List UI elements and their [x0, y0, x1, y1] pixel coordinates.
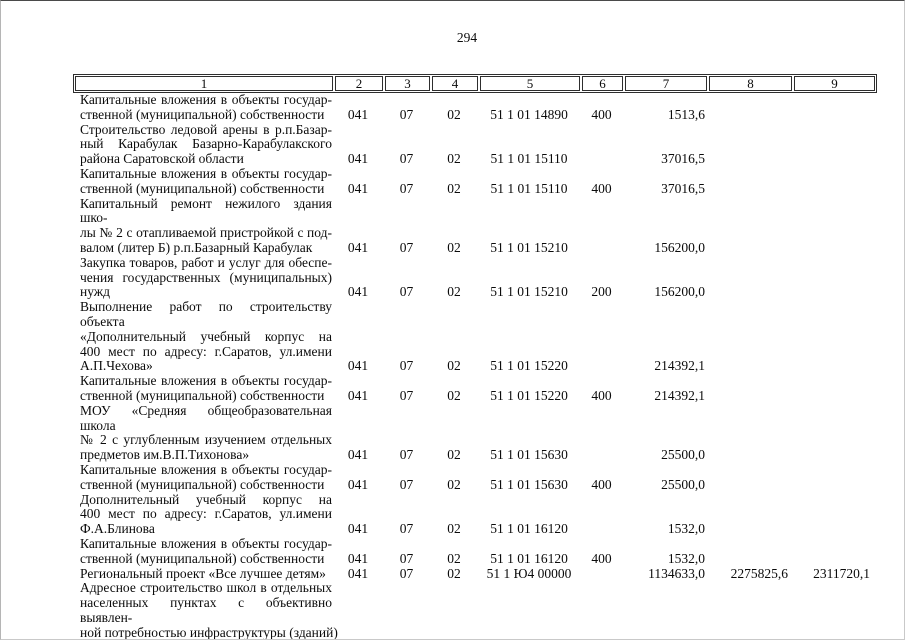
description-line: Выполнение работ по строительству объекта [80, 299, 332, 329]
cell-col2: 041 [347, 151, 369, 167]
description-line: Капитальные вложения в объекты государ- [80, 535, 332, 551]
cell-col5: 51 1 01 15630 [490, 476, 568, 492]
cell-col3: 07 [399, 284, 414, 300]
table-row [73, 537, 877, 567]
column-header-2: 2 [335, 76, 383, 91]
cell-col5: 51 1 01 15220 [490, 358, 568, 374]
table-row [73, 167, 877, 197]
cell-col4: 02 [447, 358, 461, 374]
row-description [73, 93, 333, 123]
cell-col5: 51 1 01 15210 [490, 284, 568, 300]
cell-col7: 1513,6 [667, 106, 705, 122]
cell-col5: 51 1 01 15220 [490, 387, 568, 403]
row-description [73, 493, 333, 537]
column-header-1: 1 [75, 76, 333, 91]
description-line: ной потребностью инфраструктуры (зданий) [80, 624, 338, 640]
description-line: ственной (муниципальной) собственности [80, 550, 325, 566]
table-header-row [73, 74, 877, 93]
description-line: 400 мест по адресу: г.Саратов, ул.имени [80, 506, 332, 522]
description-line: МОУ «Средняя общеобразовательная школа [80, 402, 332, 433]
table-row [73, 93, 877, 123]
row-description [73, 374, 333, 404]
cell-col4: 02 [447, 565, 461, 581]
table-body [73, 93, 877, 640]
cell-col5: 51 1 01 15110 [490, 180, 568, 196]
description-line: Капитальные вложения в объекты государ- [80, 165, 332, 181]
row-description [73, 580, 338, 640]
cell-col5: 51 1 Ю4 00000 [486, 565, 572, 581]
cell-col6: 400 [591, 180, 612, 196]
cell-col3: 07 [399, 550, 414, 566]
cell-col2: 041 [347, 550, 369, 566]
cell-col5: 51 1 01 15110 [490, 151, 568, 167]
cell-col4: 02 [447, 180, 461, 196]
cell-col4: 02 [447, 151, 461, 167]
table-row [73, 567, 877, 582]
row-description [73, 256, 333, 300]
column-header-9: 9 [794, 76, 875, 91]
cell-col2: 041 [347, 521, 369, 537]
cell-col7: 1532,0 [667, 521, 705, 537]
table-row [73, 463, 877, 493]
row-description [73, 123, 333, 167]
description-line: Региональный проект «Все лучшее детям» [80, 565, 326, 581]
description-line: ственной (муниципальной) собственности [80, 387, 325, 403]
cell-col5: 51 1 01 15210 [490, 239, 568, 255]
row-description [73, 197, 333, 256]
table-row [73, 404, 877, 463]
description-line: чения государственных (муниципальных) [80, 269, 332, 285]
cell-col7: 37016,5 [661, 151, 705, 167]
cell-col3: 07 [399, 106, 414, 122]
table-row [73, 123, 877, 167]
cell-col7: 214392,1 [654, 358, 705, 374]
cell-col5: 51 1 01 16120 [490, 550, 568, 566]
cell-col7: 1532,0 [667, 550, 705, 566]
cell-col5: 51 1 01 15630 [490, 447, 568, 463]
description-line: Строительство ледовой арены в р.п.Базар- [80, 121, 332, 137]
cell-col3: 07 [399, 151, 414, 167]
cell-col4: 02 [447, 387, 461, 403]
cell-col6: 400 [591, 106, 612, 122]
cell-col6: 200 [591, 284, 612, 300]
cell-col2: 041 [347, 565, 369, 581]
cell-col4: 02 [447, 550, 461, 566]
cell-col2: 041 [347, 106, 369, 122]
description-line: Капитальные вложения в объекты государ- [80, 92, 332, 107]
description-line: Капитальные вложения в объекты государ- [80, 373, 332, 389]
cell-col3: 07 [399, 476, 414, 492]
description-line: Адресное строительство школ в отдельных [80, 580, 332, 596]
cell-col6: 400 [591, 550, 612, 566]
description-line: ственной (муниципальной) собственности [80, 106, 325, 122]
column-header-3: 3 [385, 76, 430, 91]
cell-col3: 07 [399, 521, 414, 537]
table-row [73, 197, 877, 256]
description-line: А.П.Чехова» [80, 358, 153, 374]
cell-col2: 041 [347, 476, 369, 492]
cell-col2: 041 [347, 387, 369, 403]
table-row [73, 581, 877, 640]
column-header-7: 7 [625, 76, 707, 91]
cell-col5: 51 1 01 16120 [490, 521, 568, 537]
column-header-4: 4 [432, 76, 478, 91]
row-description [73, 404, 333, 463]
cell-col4: 02 [447, 284, 461, 300]
cell-col7: 25500,0 [661, 447, 705, 463]
cell-col3: 07 [399, 447, 414, 463]
table-row [73, 300, 877, 374]
cell-col8: 2275825,6 [730, 565, 788, 581]
row-description [73, 463, 333, 493]
column-header-6: 6 [582, 76, 623, 91]
description-line: ный Карабулак Базарно-Карабулакского [80, 136, 332, 152]
description-line: Закупка товаров, работ и услуг для обеспе- [80, 254, 332, 270]
description-line: района Саратовской области [80, 151, 244, 167]
description-line: валом (литер Б) р.п.Базарный Карабулак [80, 239, 313, 255]
cell-col3: 07 [399, 358, 414, 374]
description-line: ственной (муниципальной) собственности [80, 180, 325, 196]
description-line: Капитальные вложения в объекты государ- [80, 461, 332, 477]
cell-col2: 041 [347, 358, 369, 374]
column-header-8: 8 [709, 76, 792, 91]
cell-col7: 156200,0 [654, 239, 705, 255]
cell-col7: 25500,0 [661, 476, 705, 492]
cell-col3: 07 [399, 565, 414, 581]
cell-col7: 1134633,0 [648, 565, 705, 581]
cell-col7: 37016,5 [661, 180, 705, 196]
cell-col3: 07 [399, 239, 414, 255]
cell-col5: 51 1 01 14890 [490, 106, 568, 122]
row-description [73, 567, 333, 582]
cell-col3: 07 [399, 387, 414, 403]
table-row [73, 374, 877, 404]
description-line: нужд [80, 284, 110, 300]
cell-col9: 2311720,1 [813, 565, 870, 581]
description-line: Ф.А.Блинова [80, 521, 155, 537]
description-line: ственной (муниципальной) собственности [80, 476, 325, 492]
description-line: Дополнительный учебный корпус на [80, 491, 332, 507]
row-description [73, 537, 333, 567]
cell-col6: 400 [591, 476, 612, 492]
cell-col2: 041 [347, 447, 369, 463]
row-description [73, 167, 333, 197]
cell-col4: 02 [447, 106, 461, 122]
cell-col2: 041 [347, 180, 369, 196]
cell-col2: 041 [347, 284, 369, 300]
cell-col6: 400 [591, 387, 612, 403]
description-line: населенных пунктах с объективно выявлен- [80, 595, 332, 625]
cell-col4: 02 [447, 447, 461, 463]
cell-col4: 02 [447, 239, 461, 255]
table-row [73, 256, 877, 300]
cell-col7: 156200,0 [654, 284, 705, 300]
description-line: 400 мест по адресу: г.Саратов, ул.имени [80, 343, 332, 359]
column-header-5: 5 [480, 76, 580, 91]
row-description [73, 300, 333, 374]
page-number: 294 [456, 30, 478, 45]
cell-col4: 02 [447, 476, 461, 492]
cell-col4: 02 [447, 521, 461, 537]
table-header-grid [75, 76, 875, 91]
table-row [73, 493, 877, 537]
description-line: лы № 2 с отапливаемой пристройкой с под- [80, 225, 332, 241]
description-line: Капитальный ремонт нежилого здания шко- [80, 195, 332, 226]
cell-col3: 07 [399, 180, 414, 196]
description-line: предметов им.В.П.Тихонова» [80, 447, 250, 463]
cell-col2: 041 [347, 239, 369, 255]
description-line: «Дополнительный учебный корпус на [80, 328, 332, 344]
cell-col7: 214392,1 [654, 387, 705, 403]
description-line: № 2 с углубленным изучением отдельных [80, 432, 332, 448]
